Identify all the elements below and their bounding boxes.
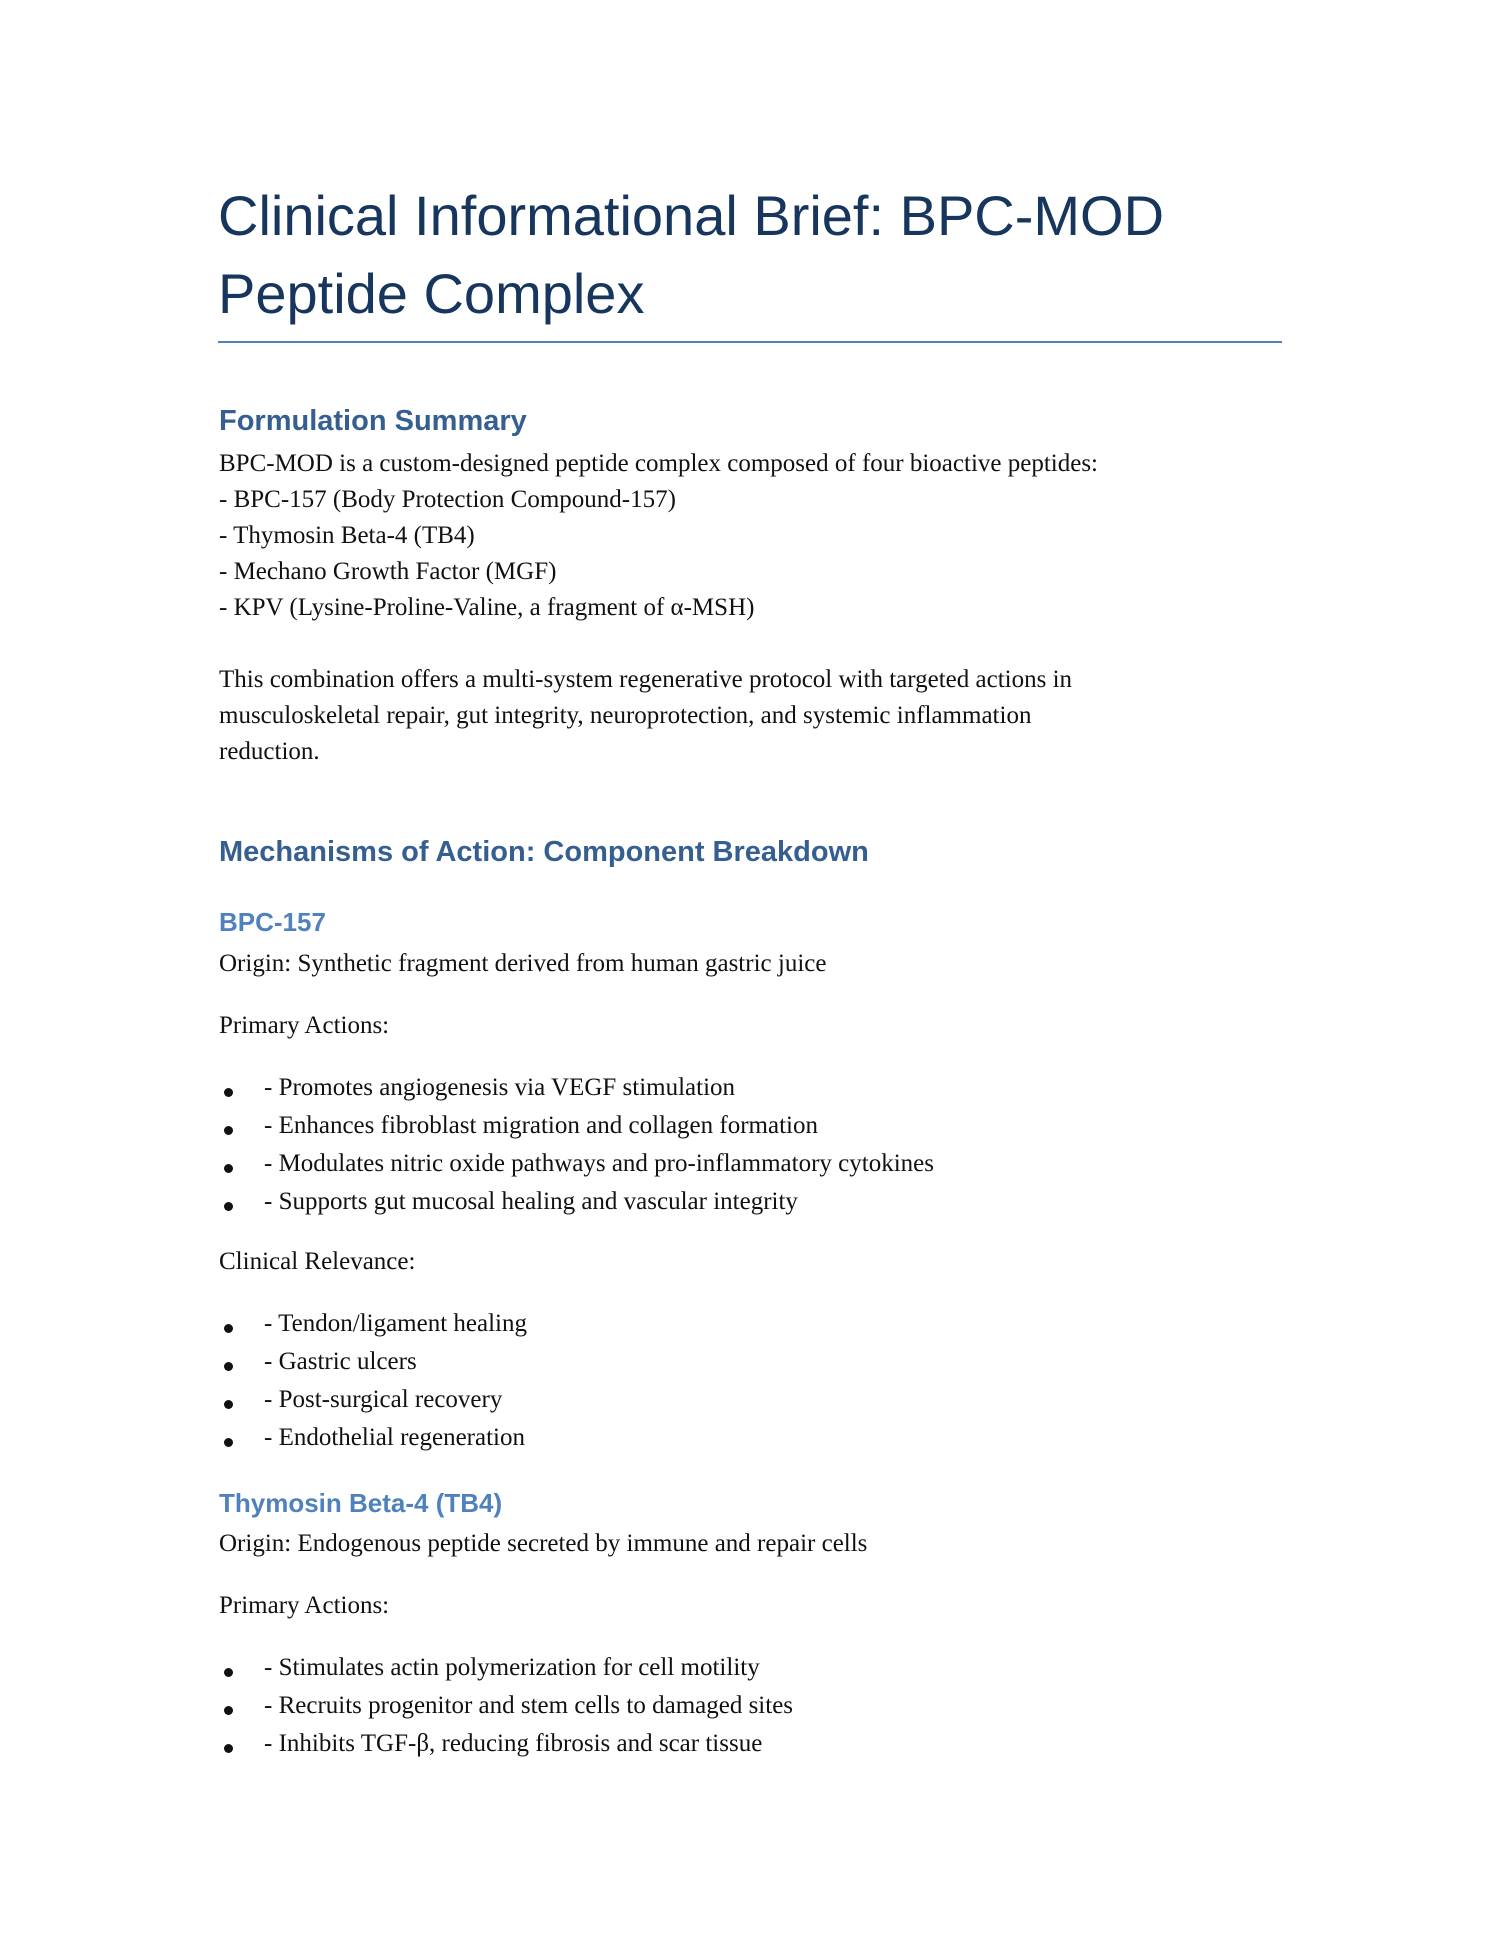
bullet-icon: [224, 1126, 233, 1135]
bullet-icon: [224, 1438, 233, 1447]
bpc157-clinical-label: Clinical Relevance:: [219, 1248, 416, 1275]
list-item-text: - Stimulates actin polymerization for cell motility: [264, 1654, 760, 1681]
list-item-text: - Supports gut mucosal healing and vascular integrity: [264, 1188, 798, 1215]
list-item-text: - Tendon/ligament healing: [264, 1310, 528, 1337]
component-item: - BPC-157 (Body Protection Compound-157): [219, 486, 676, 513]
tb4-primary-label: Primary Actions:: [219, 1592, 390, 1619]
component-item: - KPV (Lysine-Proline-Valine, a fragment of α-MSH): [219, 594, 755, 621]
bullet-icon: [224, 1324, 233, 1333]
formulation-heading: Formulation Summary: [219, 405, 527, 437]
tb4-heading: Thymosin Beta-4 (TB4): [219, 1488, 503, 1518]
list-item-text: - Inhibits TGF-β, reducing fibrosis and scar tissue: [264, 1730, 763, 1757]
bullet-icon: [224, 1164, 233, 1173]
bullet-icon: [224, 1668, 233, 1677]
list-item-text: - Post-surgical recovery: [264, 1386, 503, 1413]
bullet-icon: [224, 1744, 233, 1753]
summary-line: musculoskeletal repair, gut integrity, neuroprotection, and systemic inflammation: [219, 702, 1032, 729]
tb4-origin: Origin: Endogenous peptide secreted by immune and repair cells: [219, 1530, 868, 1557]
formulation-intro: BPC-MOD is a custom-designed peptide complex composed of four bioactive peptides:: [219, 450, 1098, 477]
bullet-icon: [224, 1202, 233, 1211]
summary-line: This combination offers a multi-system regenerative protocol with targeted actions in: [219, 666, 1073, 693]
bullet-icon: [224, 1400, 233, 1409]
list-item-text: - Modulates nitric oxide pathways and pro-inflammatory cytokines: [264, 1150, 934, 1177]
list-item-text: - Promotes angiogenesis via VEGF stimulation: [264, 1074, 736, 1101]
list-item-text: - Endothelial regeneration: [264, 1424, 525, 1451]
bullet-icon: [224, 1706, 233, 1715]
document-title-line-1: Clinical Informational Brief: BPC-MOD: [218, 184, 1165, 247]
list-item-text: - Enhances fibroblast migration and collagen formation: [264, 1112, 818, 1139]
component-item: - Mechano Growth Factor (MGF): [219, 558, 557, 585]
summary-line: reduction.: [219, 738, 320, 765]
component-item: - Thymosin Beta-4 (TB4): [219, 522, 475, 549]
document-title-line-2: Peptide Complex: [218, 262, 645, 325]
title-rule: [218, 341, 1282, 343]
bpc157-primary-label: Primary Actions:: [219, 1012, 390, 1039]
bpc157-origin: Origin: Synthetic fragment derived from human gastric juice: [219, 950, 827, 977]
bullet-icon: [224, 1362, 233, 1371]
list-item-text: - Recruits progenitor and stem cells to damaged sites: [264, 1692, 794, 1719]
list-item-text: - Gastric ulcers: [264, 1348, 417, 1375]
bpc157-heading: BPC-157: [219, 907, 326, 937]
bullet-icon: [224, 1088, 233, 1097]
mechanisms-heading: Mechanisms of Action: Component Breakdown: [219, 836, 869, 868]
